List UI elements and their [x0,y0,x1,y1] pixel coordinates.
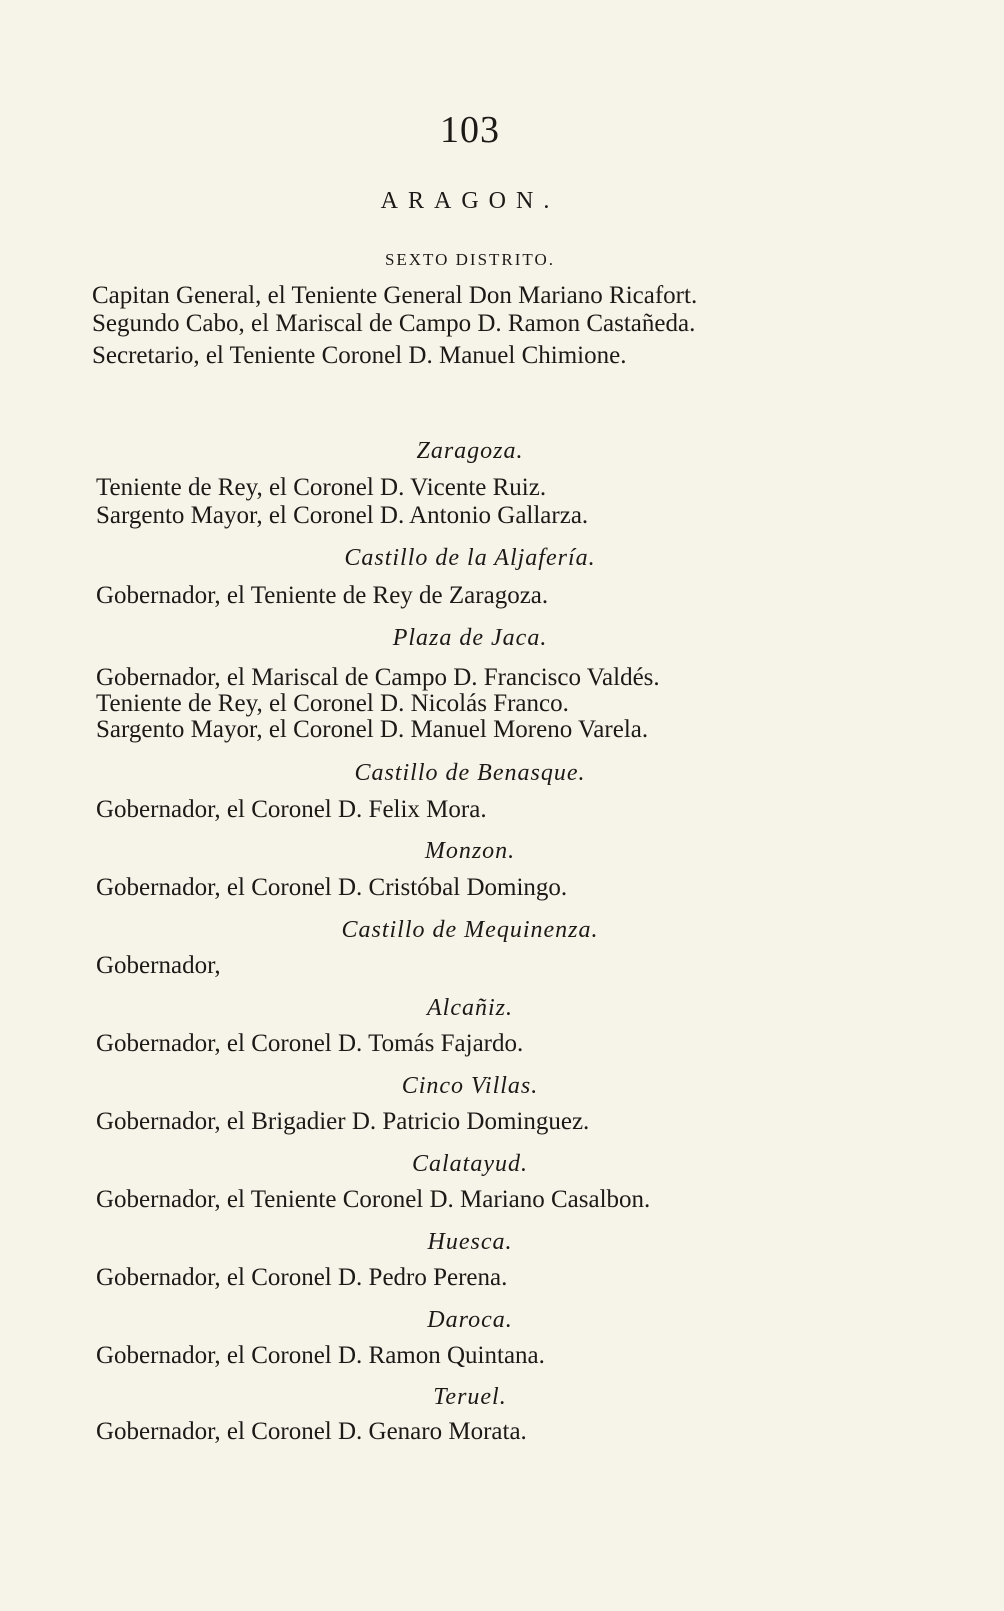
page-number: 103 [440,109,500,151]
section-line: Sargento Mayor, el Coronel D. Manuel Moreno Varela. [96,716,649,743]
section-heading: Teruel. [433,1384,507,1410]
section-heading: Zaragoza. [416,438,524,464]
section-heading: Castillo de Mequinenza. [341,917,599,943]
staff-entry-captain-general: Capitan General, el Teniente General Don Mariano Ricafort. [92,282,698,309]
staff-list [92,282,877,370]
section-heading: Daroca. [427,1307,513,1333]
section-line: Gobernador, el Mariscal de Campo D. Francisco Valdés. [96,664,660,691]
region-title: ARAGON. [380,188,560,214]
section-heading: Monzon. [424,838,516,864]
section-heading: Castillo de Benasque. [354,760,586,786]
section-line: Gobernador, el Teniente Coronel D. Mariano Casalbon. [96,1186,651,1213]
section-line: Gobernador, el Brigadier D. Patricio Dominguez. [96,1108,590,1135]
section-line: Gobernador, el Coronel D. Ramon Quintana. [96,1342,545,1369]
section-line: Gobernador, el Coronel D. Cristóbal Domingo. [96,874,568,901]
section-heading: Cinco Villas. [401,1073,539,1099]
section-heading: Castillo de la Aljafería. [344,545,596,571]
section-line: Gobernador, el Coronel D. Tomás Fajardo. [96,1030,524,1057]
section-heading: Plaza de Jaca. [392,625,548,651]
staff-entry-secretario: Secretario, el Teniente Coronel D. Manuel Chimione. [92,342,627,369]
section-line: Sargento Mayor, el Coronel D. Antonio Gallarza. [96,502,589,529]
section-line: Gobernador, el Coronel D. Felix Mora. [96,796,487,823]
section-line: Gobernador, el Coronel D. Pedro Perena. [96,1264,508,1291]
section-line: Gobernador, el Coronel D. Genaro Morata. [96,1418,527,1445]
district-title: SEXTO DISTRITO. [384,250,556,269]
section-line: Teniente de Rey, el Coronel D. Vicente Ruiz. [96,474,547,501]
section-heading: Calatayud. [412,1151,528,1177]
section-line: Gobernador, el Teniente de Rey de Zaragoza. [96,582,549,609]
section-heading: Huesca. [427,1229,513,1255]
staff-entry-segundo-cabo: Segundo Cabo, el Mariscal de Campo D. Ramon Castañeda. [92,310,696,337]
section-line: Gobernador, [96,952,221,979]
section-line: Teniente de Rey, el Coronel D. Nicolás Franco. [96,690,569,717]
section-heading: Alcañiz. [427,995,513,1021]
